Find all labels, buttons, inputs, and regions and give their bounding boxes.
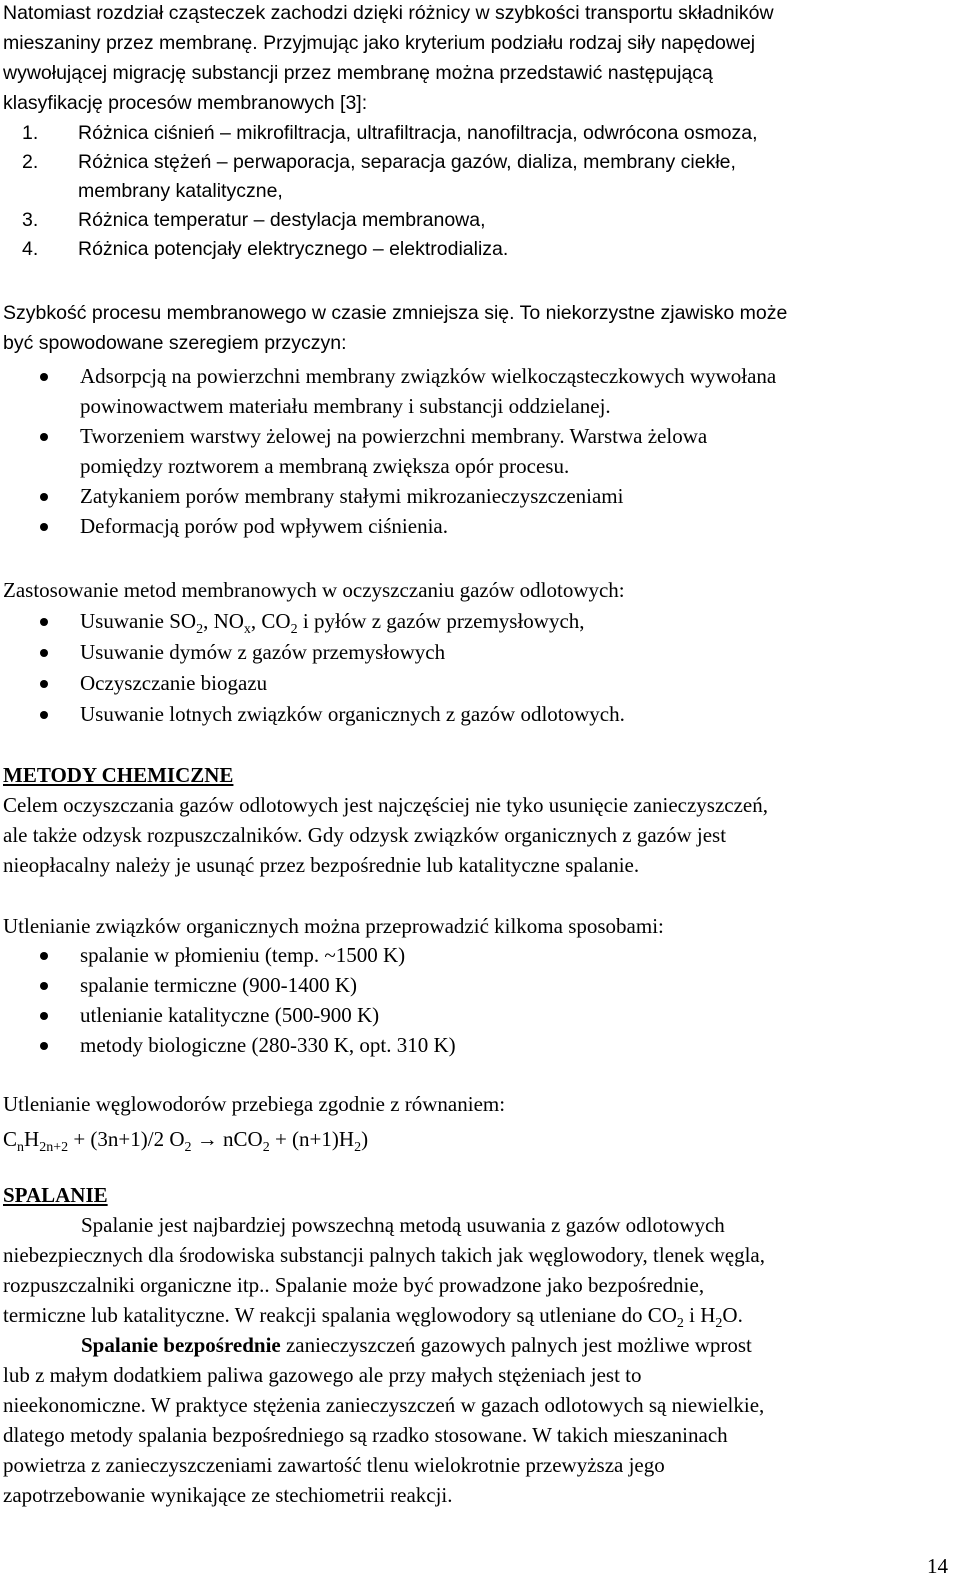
equation-intro: Utlenianie węglowodorów przebiega zgodnie z równaniem: [3,1092,506,1116]
bullet-icon [40,952,48,960]
paragraph-line: ale także odzysk rozpuszczalników. Gdy odzysk związków organicznych z gazów jest [3,823,727,847]
list-item-text: membrany katalityczne, [78,180,283,202]
list-number: 2. [22,151,39,173]
paragraph-line: być spowodowane szeregiem przyczyn: [3,332,347,354]
paragraph-line: zapotrzebowanie wynikające ze stechiometrii reakcji. [3,1483,453,1507]
classification-list [22,119,942,264]
oxidation-intro: Utlenianie związków organicznych można przeprowadzić kilkoma sposobami: [3,914,664,938]
section-heading: SPALANIE [3,1183,108,1207]
list-number: 4. [22,238,39,260]
list-item [0,481,955,511]
list-item-text: Tworzeniem warstwy żelowej na powierzchni membrany. Warstwa żelowa [80,424,708,448]
page-number: 14 [927,1554,948,1578]
list-item-text: pomiędzy roztworem a membraną zwiększa opór procesu. [80,454,570,478]
bullet-icon [40,373,48,381]
bullet-icon [40,618,48,626]
applications-intro: Zastosowanie metod membranowych w oczyszczaniu gazów odlotowych: [3,578,625,602]
list-item-text: Adsorpcją na powierzchni membrany związków wielkocząsteczkowych wywołana [80,364,777,388]
paragraph-line: nieopłacalny należy je usunąć przez bezpośrednie lub katalityczne spalanie. [3,853,640,877]
bullet-icon [40,649,48,657]
paragraph-line: powietrza z zanieczyszczeniami zawartość tlenu wielokrotnie przewyższa jego [3,1453,665,1477]
paragraph-line: Celem oczyszczania gazów odlotowych jest najczęściej nie tyko usunięcie zanieczyszczeń, [3,793,768,817]
list-item-text: Usuwanie $SO_2$, $NO_x$, $CO_2$ i pyłów z gazów przemysłowych, [80,609,585,637]
list-item [0,1000,955,1030]
spalanie-paragraph [3,1210,953,1510]
list-item [0,699,955,730]
paragraph-line: Szybkość procesu membranowego w czasie zmniejsza się. To niekorzystne zjawisko może [3,302,788,324]
list-item [0,970,955,1000]
list-item-text: Usuwanie dymów z gazów przemysłowych [80,640,446,664]
paragraph-line: Spalanie bezpośrednie zanieczyszczeń gazowych palnych jest możliwe wprost [81,1333,752,1357]
list-item [0,668,955,699]
list-item [0,606,955,637]
bullet-icon [40,1042,48,1050]
bullet-icon [40,680,48,688]
bullet-icon [40,523,48,531]
paragraph-line: lub z małym dodatkiem paliwa gazowego ale przy małych stężeniach jest to [3,1363,642,1387]
fouling-causes-list [0,361,955,541]
list-number: 3. [22,209,39,231]
paragraph-line: Spalanie jest najbardziej powszechną metodą usuwania z gazów odlotowych [81,1213,725,1237]
arrow-icon: → [191,1127,224,1151]
chemical-paragraph [3,790,953,880]
bullet-icon [40,493,48,501]
fouling-paragraph [3,298,953,358]
applications-list [0,606,955,730]
list-item [0,637,955,668]
intro-line: wywołującej migrację substancji przez membranę można przedstawić następującą [3,62,713,84]
intro-line: klasyfikację procesów membranowych [3]: [3,92,368,114]
list-item-text: Deformacją porów pod wpływem ciśnienia. [80,514,448,538]
list-item-text: Zatykaniem porów membrany stałymi mikrozanieczyszczeniami [80,484,624,508]
bullet-icon [40,433,48,441]
combustion-equation: $C_nH_{2n+2} + (3n+1)/2$ $O_2 \to nCO_2 + (n+1)H_2$) [3,1127,369,1155]
intro-line: Natomiast rozdział cząsteczek zachodzi dzięki różnicy w szybkości transportu składników [3,2,774,24]
bullet-icon [40,982,48,990]
list-item [22,148,942,206]
paragraph-line: termiczne lub katalityczne. W reakcji spalania węglowodory są utleniane do $CO_2$ i $H_2O$. [3,1303,743,1331]
list-number: 1. [22,122,39,144]
list-item-text: Usuwanie lotnych związków organicznych z gazów odlotowych. [80,702,625,726]
list-item [0,511,955,541]
paragraph-line: rozpuszczalniki organiczne itp.. Spalanie może być prowadzone jako bezpośrednie, [3,1273,705,1297]
list-item [22,119,942,148]
list-item-text: powinowactwem materiału membrany i substancji oddzielanej. [80,394,611,418]
bullet-icon [40,1012,48,1020]
list-item [22,235,942,264]
list-item-text: Różnica ciśnień – mikrofiltracja, ultrafiltracja, nanofiltracja, odwrócona osmoza, [78,122,758,144]
list-item [0,361,955,421]
paragraph-line: niebezpiecznych dla środowiska substancji palnych takich jak węglowodory, tlenek węgla, [3,1243,765,1267]
list-item [0,940,955,970]
intro-paragraph [3,0,953,118]
list-item-text: Różnica temperatur – destylacja membranowa, [78,209,486,231]
bullet-icon [40,711,48,719]
list-item [0,421,955,481]
intro-line: mieszaniny przez membranę. Przyjmując jako kryterium podziału rodzaj siły napędowej [3,32,756,54]
oxidation-list [0,940,955,1060]
list-item-text: spalanie termiczne (900-1400 K) [80,973,357,997]
list-item [0,1030,955,1060]
list-item-text: utlenianie katalityczne (500-900 K) [80,1003,380,1027]
list-item-text: Różnica potencjały elektrycznego – elektrodializa. [78,238,509,260]
paragraph-line: nieekonomiczne. W praktyce stężenia zanieczyszczeń w gazach odlotowych są niewielkie, [3,1393,765,1417]
paragraph-line: dlatego metody spalania bezpośredniego są rzadko stosowane. W takich mieszaninach [3,1423,728,1447]
list-item-text: metody biologiczne (280-330 K, opt. 310 K) [80,1033,456,1057]
list-item-text: spalanie w płomieniu (temp. ~1500 K) [80,943,406,967]
section-heading: METODY CHEMICZNE [3,763,234,787]
list-item [22,206,942,235]
list-item-text: Oczyszczanie biogazu [80,671,268,695]
list-item-text: Różnica stężeń – perwaporacja, separacja gazów, dializa, membrany ciekłe, [78,151,736,173]
